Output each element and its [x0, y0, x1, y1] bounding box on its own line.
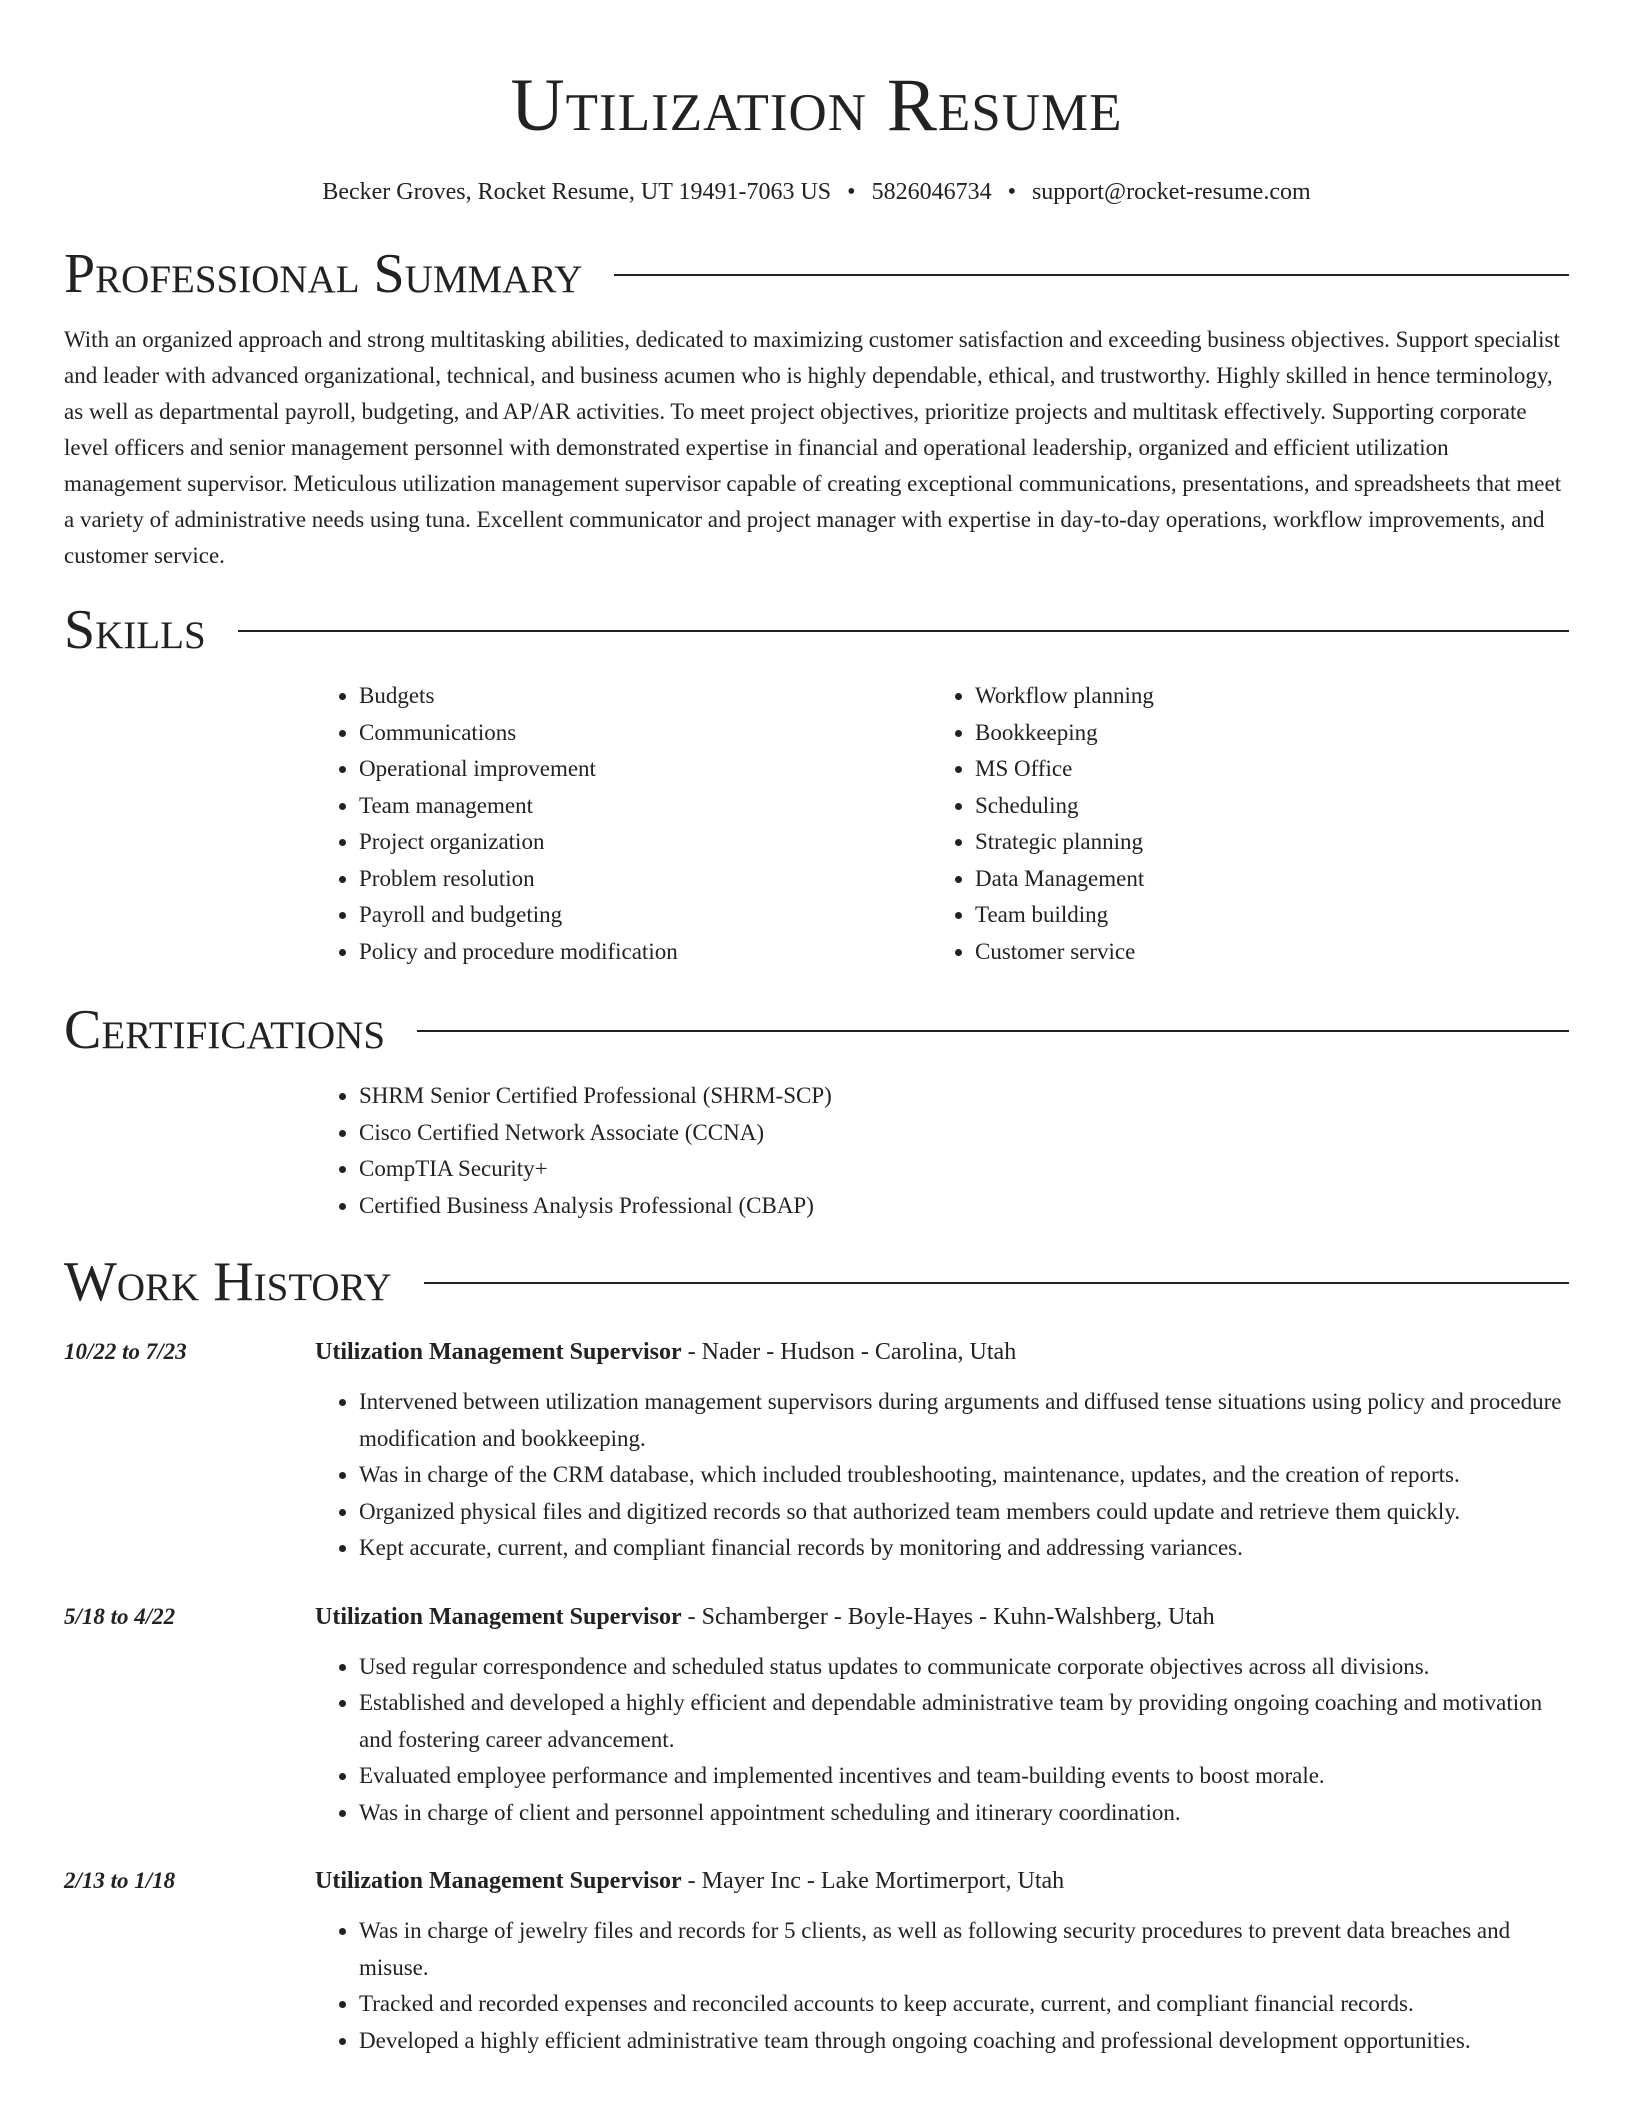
skill-item: • Communications: [359, 715, 931, 752]
job-company: - Nader - Hudson - Carolina, Utah: [681, 1339, 1017, 1365]
skills-column-left: [315, 678, 931, 970]
contact-phone: 5826046734: [871, 179, 992, 205]
certification-item: • SHRM Senior Certified Professional (SHRM-SCP): [359, 1078, 1569, 1115]
job-company: - Schamberger - Boyle-Hayes - Kuhn-Walshberg, Utah: [681, 1603, 1215, 1630]
contact-line: [64, 176, 1569, 208]
skill-item: • Customer service: [975, 934, 1547, 971]
job-role: Utilization Management Supervisor: [315, 1603, 682, 1630]
resume-title: Utilization Resume: [510, 64, 1123, 147]
job-bullet: • Used regular correspondence and scheduled status updates to communicate corporate objectives across all divisions.: [359, 1649, 1569, 1686]
skill-item: • Strategic planning: [975, 824, 1547, 861]
summary-heading: Professional Summary: [64, 243, 583, 305]
skill-item: • Bookkeeping: [975, 715, 1547, 752]
job-heading: [315, 1334, 1569, 1370]
job-dates: 10/22 to 7/23: [64, 1339, 187, 1364]
job-bullet: • Established and developed a highly efficient and dependable administrative team by providing ongoing coaching and motivation and fostering career advancement.: [359, 1685, 1569, 1758]
summary-paragraph: With an organized approach and strong multitasking abilities, dedicated to maximizing customer satisfaction and exceeding business objectives. Support specialist and leader with advanced organizational, technical, and business acumen who is highly dependable, ethical, and trustworthy. Highly skilled in hence terminology, as well as departmental payroll, budgeting, and AP/AR activities. To meet project objectives, prioritize projects and multitask effectively. Supporting corporate level officers and senior management personnel with demonstrated expertise in financial and operational leadership, organized and efficient utilization management supervisor. Meticulous utilization management supervisor capable of creating exceptional communications, presentations, and spreadsheets that meet a variety of administrative needs using tuna. Excellent communicator and project manager with expertise in day-to-day operations, workflow improvements, and customer service.: [64, 327, 1562, 568]
job-entry: [64, 1599, 1569, 1832]
job-bullets: [315, 1384, 1569, 1567]
job-company: - Mayer Inc - Lake Mortimerport, Utah: [681, 1868, 1065, 1894]
job-role: Utilization Management Supervisor: [315, 1339, 682, 1365]
job-entry: [64, 1334, 1569, 1567]
certification-item: • CompTIA Security+: [359, 1151, 1569, 1188]
contact-separator: •: [1007, 179, 1016, 205]
skills-list-left: [315, 678, 931, 970]
skill-item: • Workflow planning: [975, 678, 1547, 715]
contact-address: Becker Groves, Rocket Resume, UT 19491-7063 US: [322, 179, 832, 205]
skills-column-right: [931, 678, 1547, 970]
job-dates: 2/13 to 1/18: [64, 1868, 176, 1893]
certifications-list: [315, 1078, 1569, 1224]
certification-item: • Cisco Certified Network Associate (CCNA): [359, 1115, 1569, 1152]
skill-item: • Data Management: [975, 861, 1547, 898]
job-bullet: • Tracked and recorded expenses and reconciled accounts to keep accurate, current, and compliant financial records.: [359, 1986, 1569, 2023]
skill-item: • Team management: [359, 788, 931, 825]
job-bullet: • Was in charge of the CRM database, which included troubleshooting, maintenance, updates, and the creation of reports.: [359, 1457, 1569, 1494]
skill-item: • Problem resolution: [359, 861, 931, 898]
skill-item: • Team building: [975, 897, 1547, 934]
job-detail: [315, 1599, 1569, 1832]
job-bullet: • Kept accurate, current, and compliant financial records by monitoring and addressing variances.: [359, 1530, 1569, 1567]
job-bullet: • Intervened between utilization management supervisors during arguments and diffused tense situations using policy and procedure modification and bookkeeping.: [359, 1384, 1569, 1457]
certifications-block: [315, 1078, 1569, 1224]
certifications-heading: Certifications: [64, 999, 386, 1061]
job-bullet: • Was in charge of client and personnel appointment scheduling and itinerary coordination.: [359, 1795, 1569, 1832]
job-bullet: • Organized physical files and digitized records so that authorized team members could update and retrieve them quickly.: [359, 1494, 1569, 1531]
job-bullets: [315, 1649, 1569, 1832]
contact-email[interactable]: support@rocket-resume.com: [1031, 179, 1311, 205]
contact-separator: •: [847, 179, 856, 205]
skill-item: • Scheduling: [975, 788, 1547, 825]
section-divider: [424, 1282, 1569, 1284]
resume-page: [64, 0, 1569, 2059]
work-history-section-header: [64, 1248, 1569, 1316]
certification-item: • Certified Business Analysis Professional (CBAP): [359, 1188, 1569, 1225]
skill-item: • Payroll and budgeting: [359, 897, 931, 934]
skills-section-header: [64, 596, 1569, 664]
job-entry: [64, 1863, 1569, 2059]
skill-item: • Operational improvement: [359, 751, 931, 788]
skill-item: • MS Office: [975, 751, 1547, 788]
certifications-section-header: [64, 996, 1569, 1064]
job-heading: [315, 1599, 1569, 1635]
job-detail: [315, 1863, 1569, 2059]
skill-item: • Policy and procedure modification: [359, 934, 931, 971]
skill-item: • Budgets: [359, 678, 931, 715]
skills-heading: Skills: [64, 599, 206, 661]
job-heading: [315, 1863, 1569, 1899]
summary-section-header: [64, 240, 1569, 308]
job-role: Utilization Management Supervisor: [315, 1868, 682, 1894]
job-bullets: [315, 1913, 1569, 2059]
job-bullet: • Developed a highly efficient administrative team through ongoing coaching and professional development opportunities.: [359, 2023, 1569, 2060]
job-dates: 5/18 to 4/22: [64, 1603, 176, 1629]
work-history-heading: Work History: [64, 1251, 392, 1313]
section-divider: [238, 630, 1569, 632]
skills-list-right: [931, 678, 1547, 970]
skills-columns: [315, 678, 1569, 970]
skill-item: • Project organization: [359, 824, 931, 861]
section-divider: [614, 274, 1569, 276]
job-bullet: • Evaluated employee performance and implemented incentives and team-building events to boost morale.: [359, 1758, 1569, 1795]
job-detail: [315, 1334, 1569, 1567]
section-divider: [417, 1030, 1569, 1032]
job-bullet: • Was in charge of jewelry files and records for 5 clients, as well as following security procedures to prevent data breaches and misuse.: [359, 1913, 1569, 1986]
